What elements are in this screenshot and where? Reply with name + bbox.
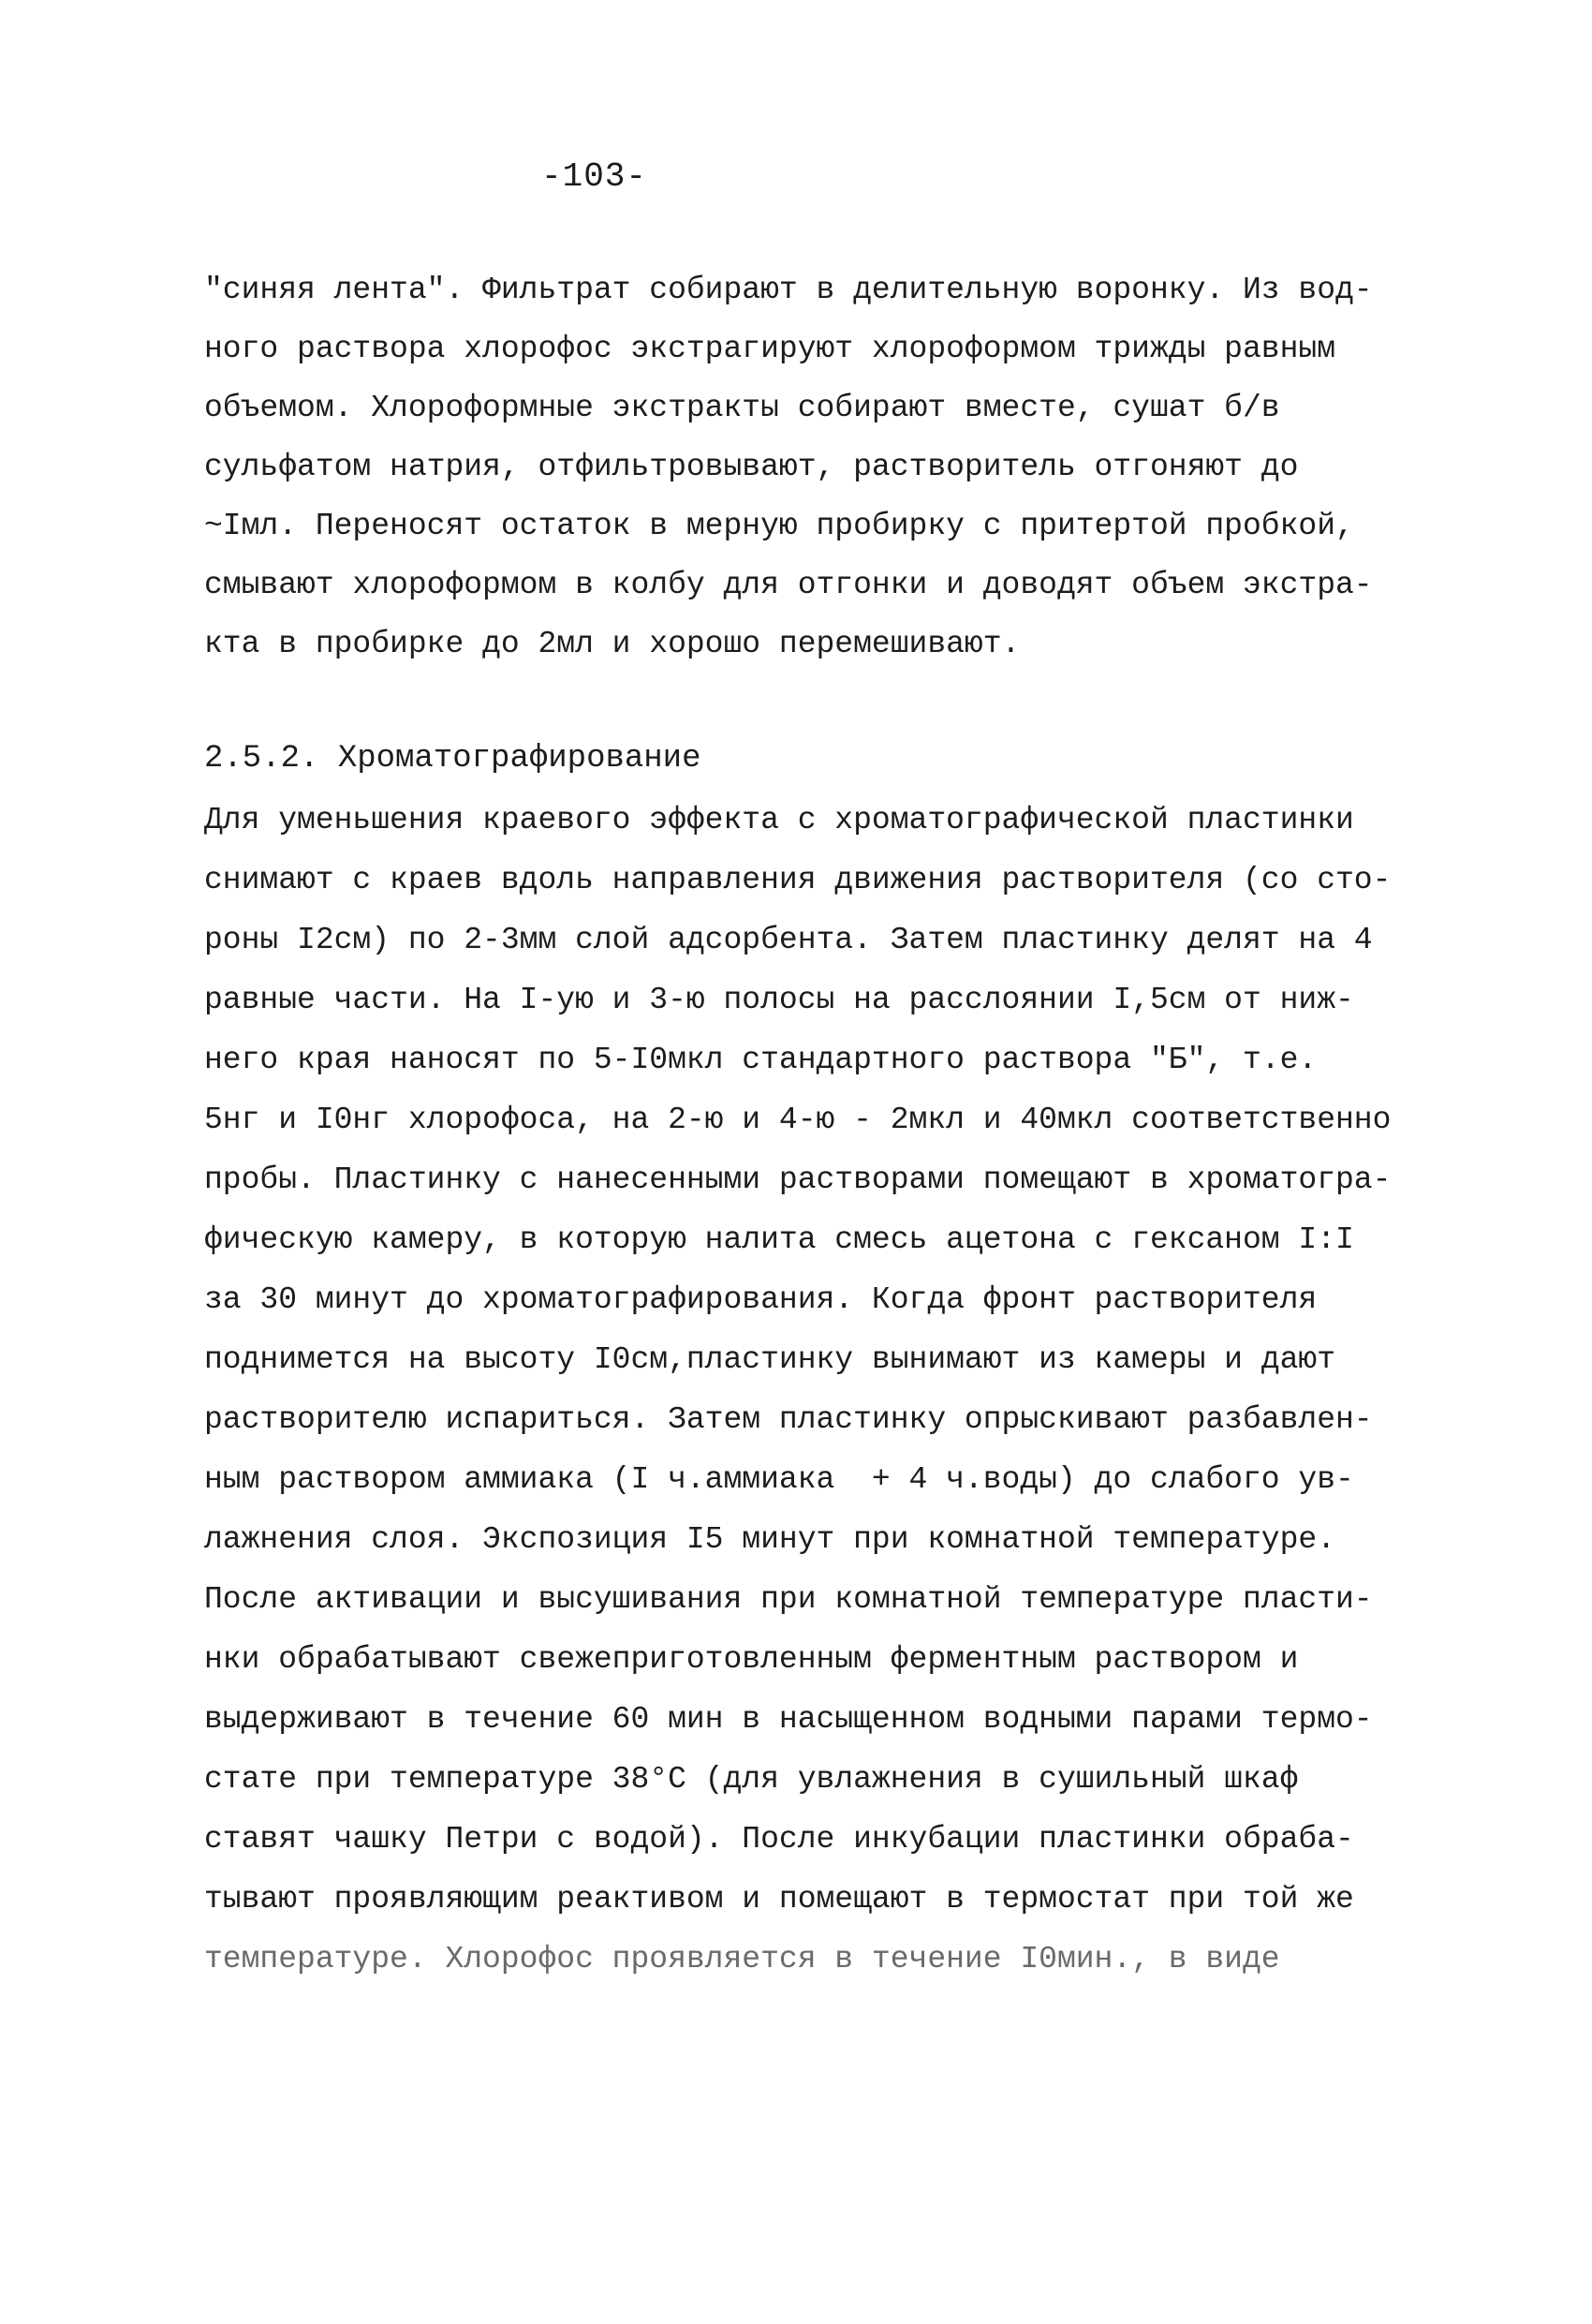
- paragraph-line: ным раствором аммиака (I ч.аммиака + 4 ч.воды) до слабого ув-: [204, 1462, 1354, 1497]
- paragraph-line: равные части. На I-ую и 3-ю полосы на расслоянии I,5см от ниж-: [204, 983, 1354, 1017]
- page-number: -103-: [541, 157, 648, 196]
- paragraph-line: роны I2см) по 2-3мм слой адсорбента. Затем пластинку делят на 4: [204, 923, 1373, 957]
- paragraph-line: температуре. Хлорофос проявляется в течение I0мин., в виде: [204, 1942, 1280, 1976]
- paragraph-line: тывают проявляющим реактивом и помещают в термостат при той же: [204, 1882, 1354, 1917]
- paragraph-line: Для уменьшения краевого эффекта с хроматографической пластинки: [204, 803, 1354, 837]
- paragraph-line: ного раствора хлорофос экстрагируют хлороформом трижды равным: [204, 332, 1335, 366]
- paragraph-line: кта в пробирке до 2мл и хорошо перемешивают.: [204, 627, 1021, 661]
- paragraph-line: ~Iмл. Переносят остаток в мерную пробирку с притертой пробкой,: [204, 509, 1354, 543]
- paragraph-line: пробы. Пластинку с нанесенными растворами помещают в хроматогра-: [204, 1162, 1392, 1197]
- paragraph-line: ставят чашку Петри с водой). После инкубации пластинки обраба-: [204, 1822, 1354, 1857]
- paragraph-line: растворителю испариться. Затем пластинку опрыскивают разбавлен-: [204, 1402, 1373, 1437]
- paragraph-line: После активации и высушивания при комнатной температуре пласти-: [204, 1582, 1373, 1617]
- paragraph-line: за 30 минут до хроматографирования. Когда фронт растворителя: [204, 1282, 1318, 1317]
- paragraph-line: сульфатом натрия, отфильтровывают, растворитель отгоняют до: [204, 450, 1299, 484]
- paragraph-line: 5нг и I0нг хлорофоса, на 2-ю и 4-ю - 2мкл и 40мкл соответственно: [204, 1103, 1392, 1137]
- paragraph-line: нки обрабатывают свежеприготовленным ферментным раствором и: [204, 1642, 1299, 1677]
- paragraph-line: смывают хлороформом в колбу для отгонки и доводят объем экстра-: [204, 568, 1373, 602]
- section-heading: 2.5.2. Хроматографирование: [204, 741, 701, 777]
- paragraph-line: "синяя лента". Фильтрат собирают в делительную воронку. Из вод-: [204, 273, 1373, 307]
- paragraph-line: стате при температуре 38°C (для увлажнения в сушильный шкаф: [204, 1762, 1299, 1797]
- paragraph-line: выдерживают в течение 60 мин в насыщенном водными парами термо-: [204, 1702, 1373, 1737]
- paragraph-line: объемом. Хлороформные экстракты собирают вместе, сушат б/в: [204, 391, 1280, 425]
- paragraph-line: снимают с краев вдоль направления движения растворителя (со сто-: [204, 863, 1392, 897]
- paragraph-line: фическую камеру, в которую налита смесь ацетона с гексаном I:I: [204, 1222, 1354, 1257]
- paragraph-line: него края наносят по 5-I0мкл стандартного раствора "Б", т.е.: [204, 1043, 1318, 1077]
- paragraph-line: лажнения слоя. Экспозиция I5 минут при комнатной температуре.: [204, 1522, 1335, 1557]
- paragraph-line: поднимется на высоту I0см,пластинку вынимают из камеры и дают: [204, 1342, 1335, 1377]
